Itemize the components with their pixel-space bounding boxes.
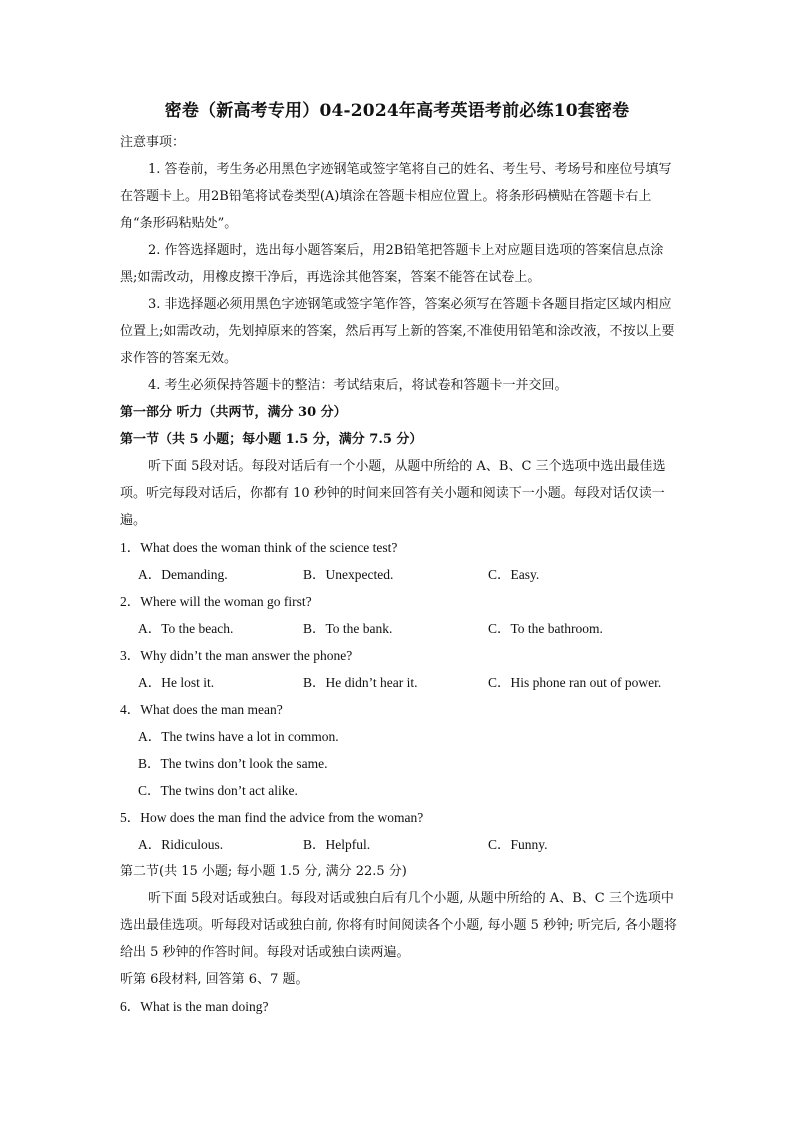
option-b: B．The twins don’t look the same.	[138, 756, 328, 771]
option-b: B．He didn’t hear it.	[303, 675, 418, 690]
option-b: B．Helpful.	[303, 837, 371, 852]
notice-item-3: 3. 非选择题必须用黑色字迹钢笔或签字笔作答，答案必须写在答题卡各题目指定区域内相应位置上;如需改动，先划掉原来的答案，然后再写上新的答案,不准使用铅笔和涂改液，不按以上要求作答的答案无效。	[120, 297, 675, 366]
option-a: A．The twins have a lot in common.	[138, 729, 339, 744]
option-a: A．He lost it.	[138, 675, 215, 690]
notice-item-1: 1. 答卷前，考生务必用黑色字迹钢笔或签字笔将自己的姓名、考生号、考场号和座位号填写在答题卡上。用2B铅笔将试卷类型(A)填涂在答题卡相应位置上。将条形码横贴在答题卡右上角“条形码粘贴处”。	[120, 162, 672, 231]
question-3: 3．Why didn’t the man answer the phone?	[120, 648, 353, 663]
notice-heading: 注意事项：	[120, 135, 186, 150]
question-2: 2．Where will the woman go first?	[120, 594, 312, 609]
question-4: 4．What does the man mean?	[120, 702, 283, 717]
option-c: C．To the bathroom.	[488, 621, 603, 636]
question-1-options	[120, 561, 680, 588]
option-c: C．Easy.	[488, 567, 540, 582]
section1-heading: 第一节（共 5 小题；每小题 1.5 分，满分 7.5 分）	[120, 432, 423, 447]
option-b: B．Unexpected.	[303, 567, 394, 582]
material-6-note: 听第 6段材料, 回答第 6、7 题。	[120, 972, 309, 987]
question-5: 5．How does the man find the advice from the woman?	[120, 810, 424, 825]
question-3-options	[120, 669, 680, 696]
section2-instructions: 听下面 5段对话或独白。每段对话或独白后有几个小题, 从题中所给的 A、B、C 三个选项中选出最佳选项。听每段对话或独白前, 你将有时间阅读各个小题, 每小题 5 秒钟; 听完后, 各小题将给出 5 秒钟的作答时间。每段对话或独白读两遍。	[120, 891, 677, 960]
question-2-options	[120, 615, 680, 642]
option-a: A．Demanding.	[138, 567, 228, 582]
notice-item-4: 4. 考生必须保持答题卡的整洁：考试结束后，将试卷和答题卡一并交回。	[148, 378, 568, 393]
option-c: C．The twins don’t act alike.	[138, 783, 298, 798]
exam-body	[120, 129, 680, 1020]
option-a: A．Ridiculous.	[138, 837, 224, 852]
part1-heading: 第一部分 听力（共两节，满分 30 分）	[120, 405, 347, 420]
notice-item-2: 2. 作答选择题时，选出每小题答案后，用2B铅笔把答题卡上对应题目选项的答案信息点涂黑;如需改动，用橡皮擦干净后，再选涂其他答案，答案不能答在试卷上。	[120, 243, 664, 285]
page-title: 密卷（新高考专用）04-2024年高考英语考前必练10套密卷	[164, 101, 630, 121]
section1-instructions: 听下面 5段对话。每段对话后有一个小题，从题中所给的 A、B、C 三个选项中选出最佳选项。听完每段对话后，你都有 10 秒钟的时间来回答有关小题和阅读下一小题。每段对话仅读一遍。	[120, 459, 666, 528]
question-6: 6．What is the man doing?	[120, 999, 269, 1014]
option-c: C．Funny.	[488, 837, 548, 852]
option-c: C．His phone ran out of power.	[488, 675, 662, 690]
option-a: A．To the beach.	[138, 621, 234, 636]
section2-heading: 第二节(共 15 小题; 每小题 1.5 分, 满分 22.5 分)	[120, 864, 407, 879]
question-1: 1．What does the woman think of the science test?	[120, 540, 398, 555]
question-5-options	[120, 831, 680, 858]
option-b: B．To the bank.	[303, 621, 393, 636]
